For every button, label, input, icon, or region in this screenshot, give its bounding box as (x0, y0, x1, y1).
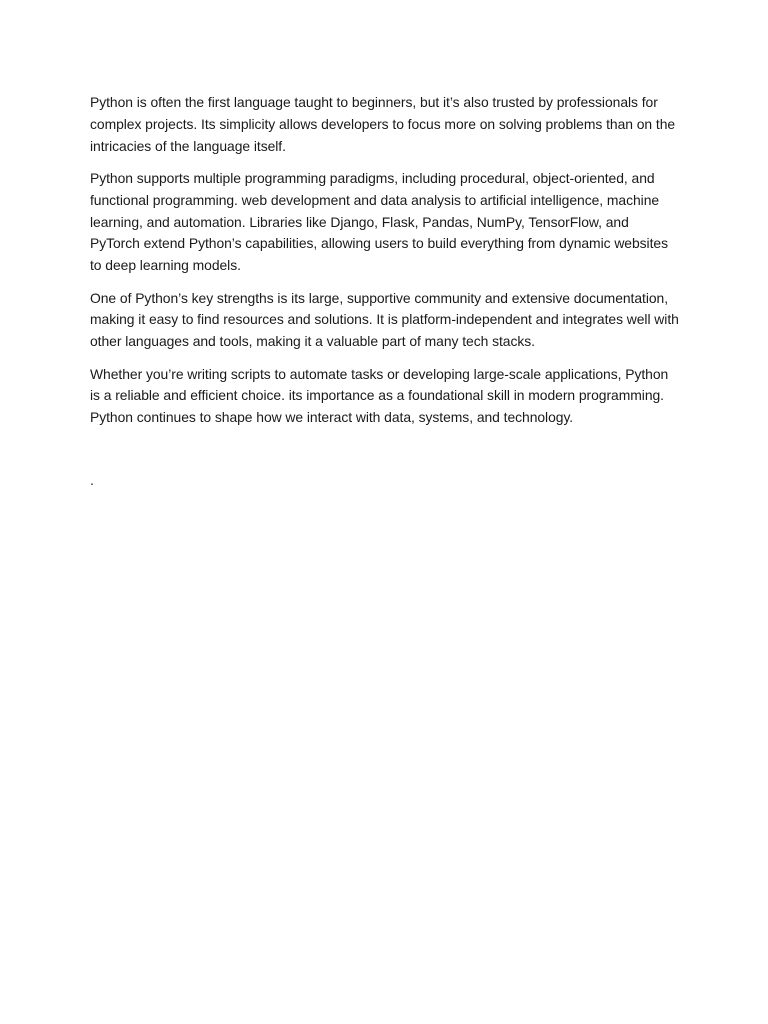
paragraph-4: Whether you’re writing scripts to automate tasks or developing large-scale applications, Python is a reliable and efficient choice. its importance as a foundational skill in modern programming. Python continues to shape how we interact with data, systems, and technology. (90, 365, 669, 426)
trailing-period: . (90, 472, 94, 488)
paragraph-3: One of Python’s key strengths is its large, supportive community and extensive documentation, making it easy to find resources and solutions. It is platform-independent and integrates well with other languages and tools, making it a valuable part of many tech stacks. (90, 289, 679, 350)
paragraph-2: Python supports multiple programming paradigms, including procedural, object-oriented, and functional programming. web development and data analysis to artificial intelligence, machine learning, and automation. Libraries like Django, Flask, Pandas, NumPy, TensorFlow, and PyTorch extend Python’s capabilities, allowing users to build everything from dynamic websites to deep learning models. (90, 169, 668, 274)
document-body (90, 92, 680, 440)
paragraph-1: Python is often the first language taught to beginners, but it’s also trusted by professionals for complex projects. Its simplicity allows developers to focus more on solving problems than on the intricacies of the language itself. (90, 94, 676, 154)
